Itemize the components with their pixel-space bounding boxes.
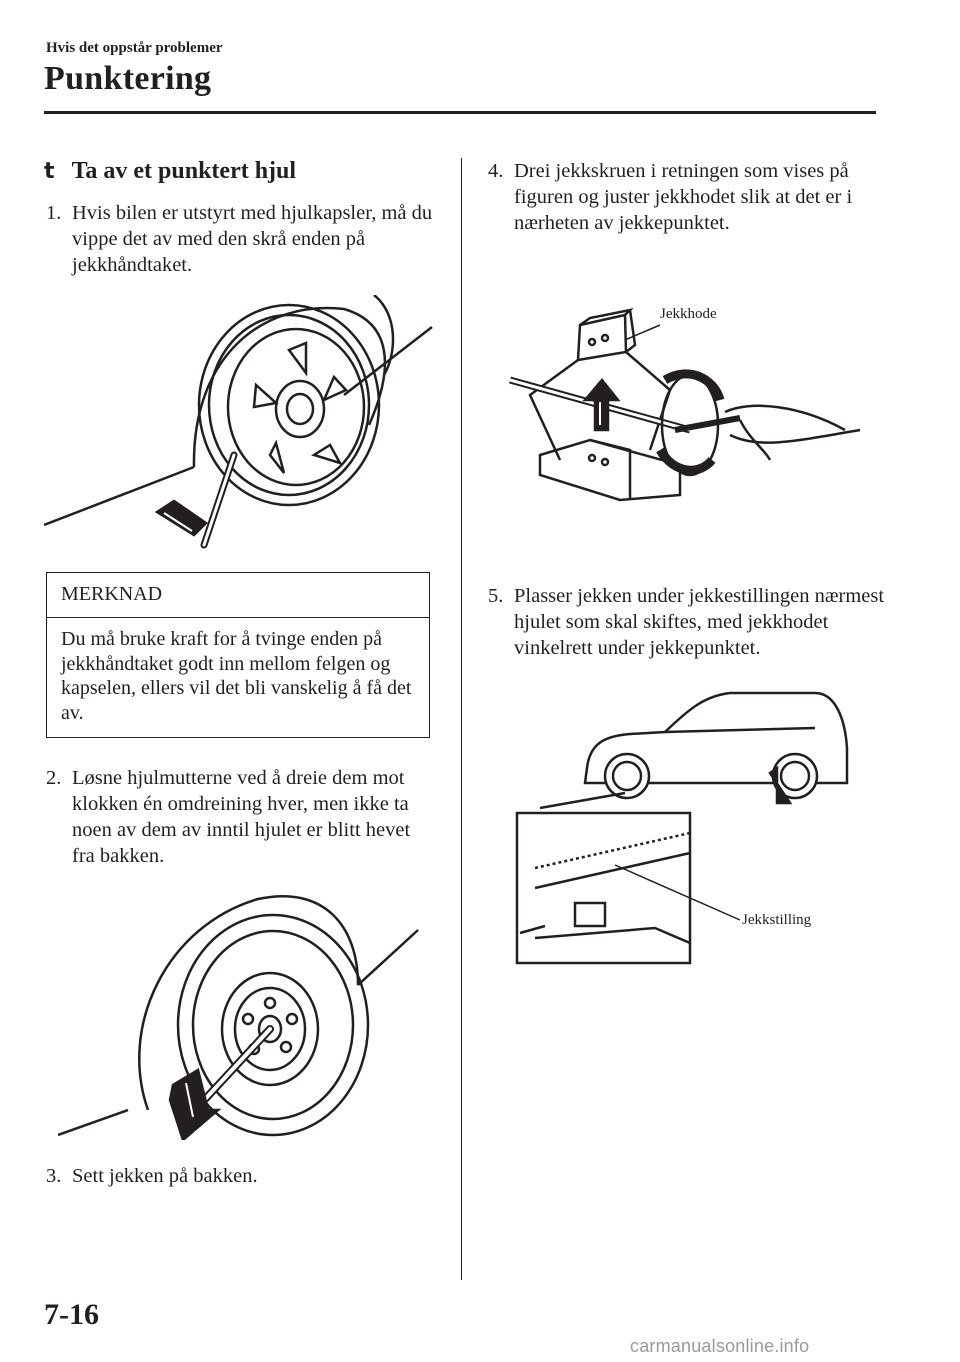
note-title: MERKNAD: [61, 583, 163, 605]
step-number: 4.: [488, 160, 504, 182]
breadcrumb: Hvis det oppstår problemer: [46, 40, 223, 56]
step-5: [488, 583, 888, 661]
step-text: Drei jekkskruen i retningen som vises på figuren og juster jekkhodet slik at det er i nærheten av jekkepunktet.: [514, 160, 853, 234]
note-body: Du må bruke kraft for å tvinge enden på jekkhåndtaket godt inn mellom felgen og kapselen, ellers vil det bli vanskelig å få det av.: [61, 628, 412, 724]
step-text: Plasser jekken under jekkestillingen nærmest hjulet som skal skiftes, med jekkhodet vinkelrett under jekkepunktet.: [514, 585, 885, 659]
step-text: Løsne hjulmutterne ved å dreie dem mot klokken én omdreining hver, men ikke ta noen av dem av inntil hjulet er blitt hevet fra bakken.: [72, 767, 411, 867]
step-text: Hvis bilen er utstyrt med hjulkapsler, må du vippe det av med den skrå enden på jekkhåndtaket.: [72, 202, 433, 276]
step-2: [46, 765, 438, 869]
column-divider: [461, 158, 462, 1280]
note-header: [47, 573, 429, 618]
title-rule: [44, 111, 876, 114]
step-4: [488, 158, 880, 236]
step-3: [46, 1163, 438, 1189]
step-number: 3.: [46, 1165, 62, 1187]
figure-wheel-cap-removal: [44, 295, 434, 560]
section-heading-text: Ta av et punktert hjul: [71, 158, 297, 184]
step-text: Sett jekken på bakken.: [72, 1165, 258, 1187]
watermark: carmanualsonline.info: [630, 1336, 810, 1356]
note-box: [46, 572, 430, 738]
figure-jack-adjustment: [500, 300, 870, 510]
step-number: 1.: [46, 202, 62, 224]
figure-loosen-lug-nuts: [58, 885, 428, 1140]
step-1: [46, 200, 438, 278]
step-number: 5.: [488, 585, 504, 607]
page-title: Punktering: [44, 60, 212, 97]
page-number: 7-16: [44, 1298, 99, 1331]
label-jack-point: Jekkstilling: [742, 912, 812, 928]
section-marker: t: [44, 159, 55, 184]
step-number: 2.: [46, 767, 62, 789]
section-heading: [44, 158, 296, 185]
label-jack-head: Jekkhode: [660, 306, 717, 322]
